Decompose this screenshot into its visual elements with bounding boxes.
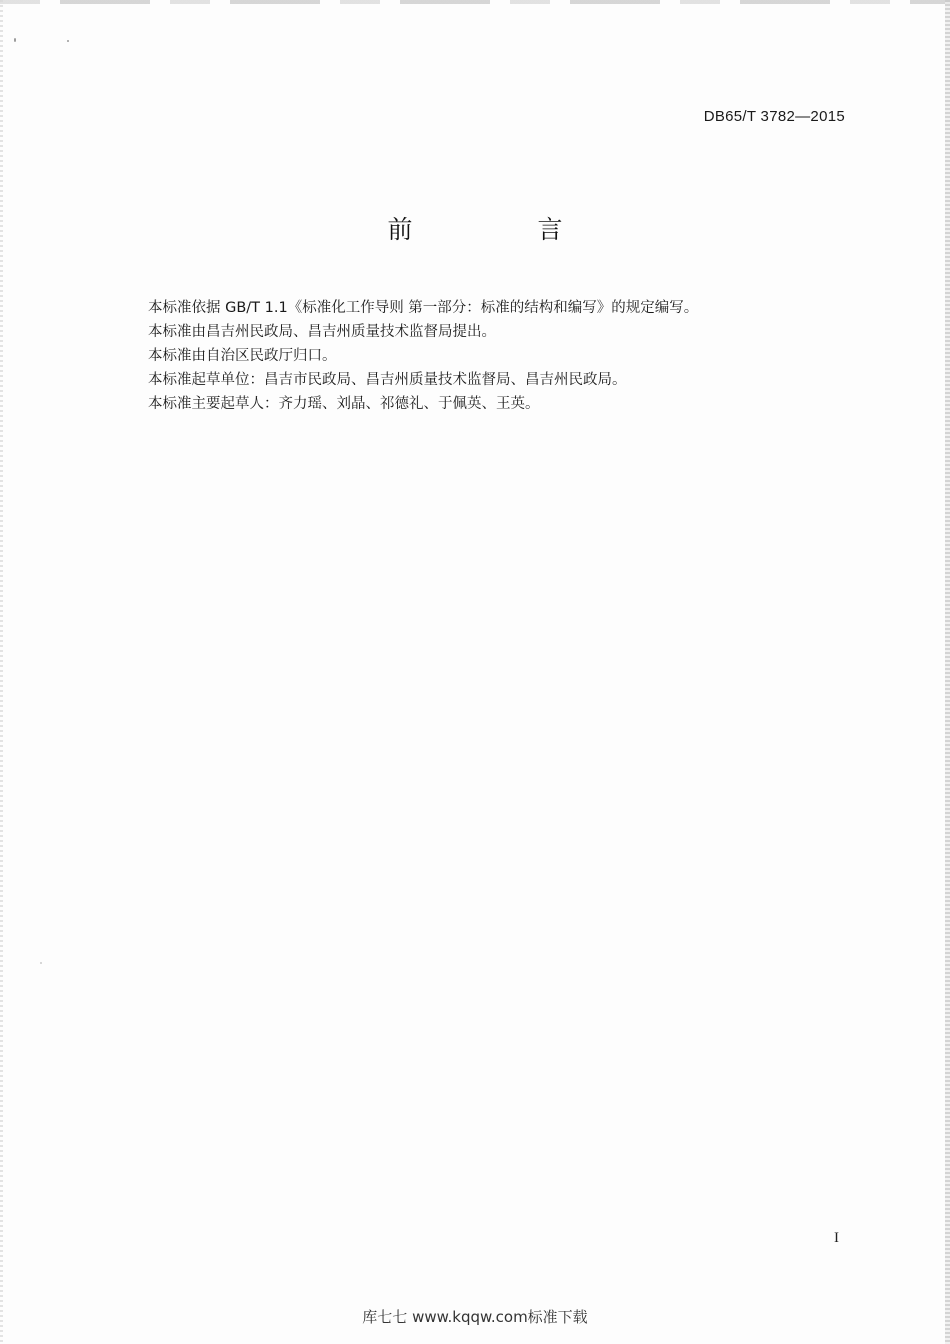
footer-watermark: 库七七 www.kqqw.com标准下载	[362, 1308, 588, 1326]
paragraph: 本标准起草单位：昌吉市民政局、昌吉州质量技术监督局、昌吉州民政局。	[148, 372, 627, 388]
paragraph: 本标准主要起草人：齐力瑶、刘晶、祁德礼、于佩英、王英。	[148, 396, 540, 412]
scan-edge-left	[0, 0, 3, 1344]
document-code: DB65/T 3782—2015	[703, 108, 845, 125]
scan-speck	[14, 38, 16, 42]
scan-speck	[40, 962, 42, 964]
paragraph: 本标准依据 GB/T 1.1《标准化工作导则 第一部分：标准的结构和编写》的规定编写。	[148, 300, 699, 316]
scan-edge-right	[945, 0, 950, 1344]
scan-edge-top	[0, 0, 950, 4]
page-number: I	[834, 1230, 839, 1246]
page-title: 前 言	[387, 215, 613, 244]
scan-speck	[67, 40, 69, 42]
paragraph: 本标准由昌吉州民政局、昌吉州质量技术监督局提出。	[148, 324, 496, 340]
paragraph: 本标准由自治区民政厅归口。	[148, 348, 337, 364]
foreword-body	[148, 296, 848, 416]
